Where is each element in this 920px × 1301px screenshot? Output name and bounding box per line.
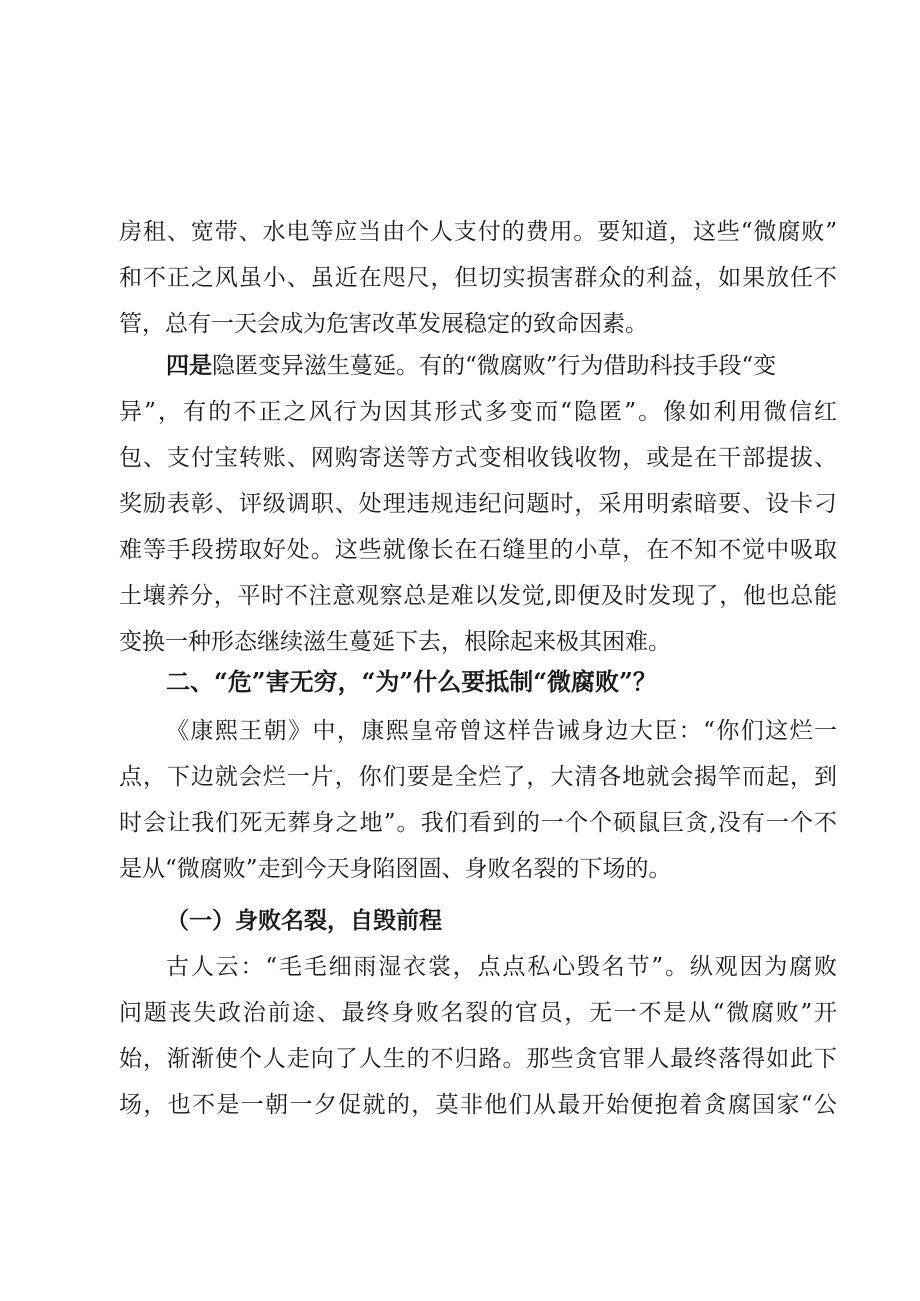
paragraph-line: 是从“微腐败”走到今天身陷囹圄、身败名裂的下场的。 [119, 856, 672, 882]
paragraph-lead-bold: 四是 [166, 352, 212, 379]
section-heading: 二、“危”害无穷，“为”什么要抵制“微腐败”？ [166, 667, 657, 696]
paragraph-first-line [166, 346, 837, 386]
paragraph-line: 时会让我们死无葬身之地”。我们看到的一个个硕鼠巨贪,没有一个不 [119, 810, 837, 836]
paragraph-line: 和不正之风虽小、虽近在咫尺，但切实损害群众的利益，如果放任不 [119, 265, 837, 291]
paragraph-line: 异”，有的不正之风行为因其形式多变而“隐匿”。像如利用微信红 [119, 399, 837, 425]
paragraph-line: 古人云：“毛毛细雨湿衣裳，点点私心毁名节”。纵观因为腐败 [166, 954, 837, 980]
paragraph-line: 包、支付宝转账、网购寄送等方式变相收钱收物，或是在干部提拔、 [119, 445, 837, 471]
paragraph-line: 房租、宽带、水电等应当由个人支付的费用。要知道，这些“微腐败” [119, 219, 837, 245]
paragraph-line: 《康熙王朝》中，康熙皇帝曾这样告诫身边大臣：“你们这烂一 [166, 718, 837, 744]
paragraph-line: 土壤养分，平时不注意观察总是难以发觉,即便及时发现了，他也总能 [119, 583, 837, 609]
paragraph-line: 始，渐渐使个人走向了人生的不归路。那些贪官罪人最终落得如此下 [119, 1046, 837, 1072]
paragraph-line: 变换一种形态继续滋生蔓延下去，根除起来极其困难。 [119, 629, 671, 655]
paragraph-line: 问题丧失政治前途、最终身败名裂的官员，无一不是从“微腐败”开 [119, 1000, 837, 1026]
paragraph-lead-rest: 隐匿变异滋生蔓延。有的“微腐败”行为借助科技手段“变 [212, 353, 777, 379]
subsection-heading: （一）身败名裂，自毁前程 [166, 907, 442, 934]
paragraph-line: 难等手段捞取好处。这些就像长在石缝里的小草，在不知不觉中吸取 [119, 537, 837, 563]
paragraph-line: 场，也不是一朝一夕促就的，莫非他们从最开始便抱着贪腐国家“公 [119, 1092, 837, 1118]
paragraph-line: 奖励表彰、评级调职、处理违规违纪问题时，采用明索暗要、设卡刁 [119, 491, 837, 517]
paragraph-line: 点，下边就会烂一片，你们要是全烂了，大清各地就会揭竿而起，到 [119, 764, 837, 790]
paragraph-line: 管，总有一天会成为危害改革发展稳定的致命因素。 [119, 311, 648, 337]
